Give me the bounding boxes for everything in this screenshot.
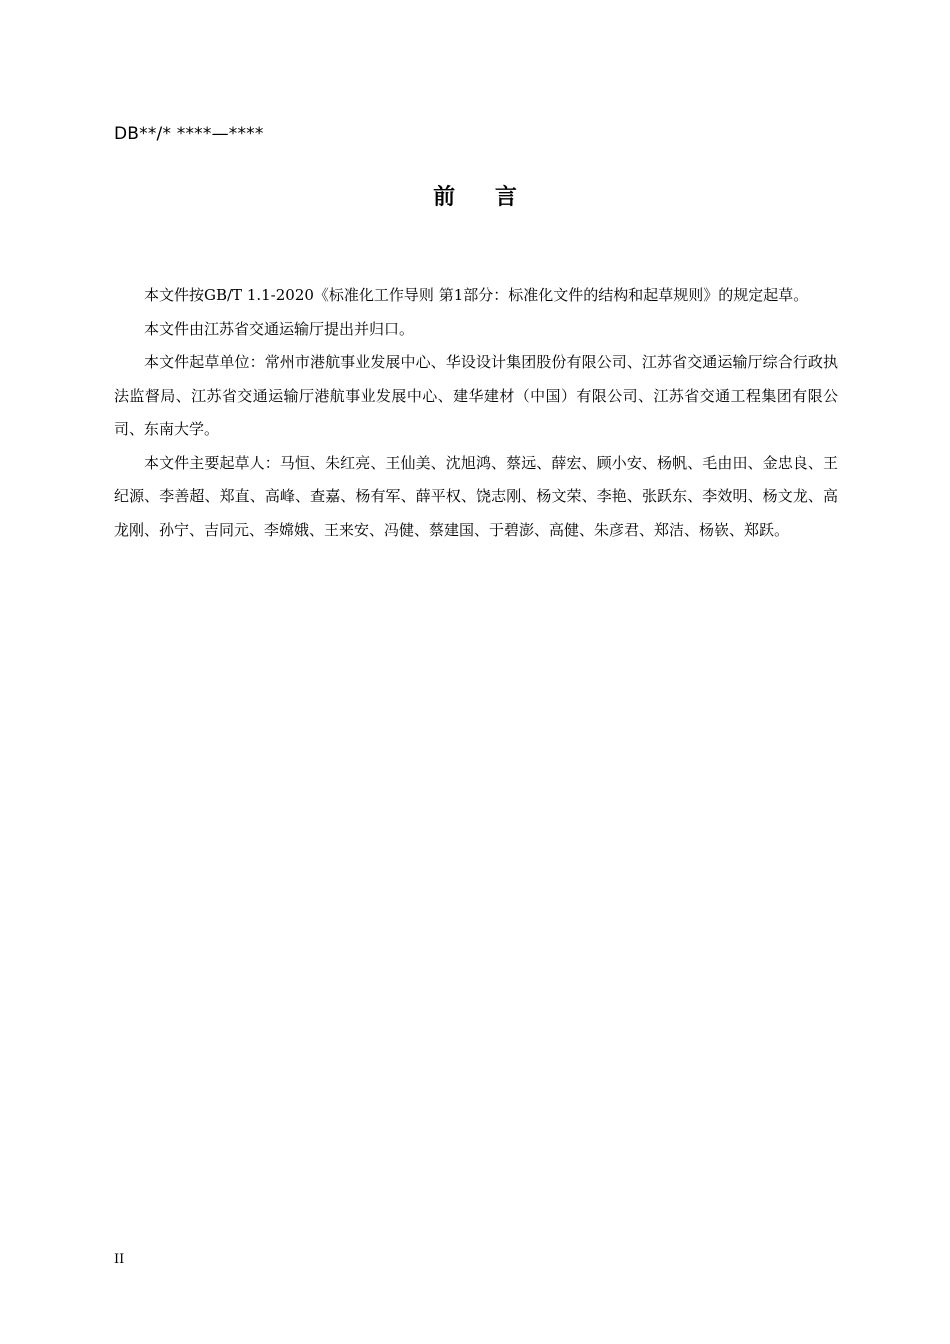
page-title: 前 言: [433, 185, 533, 210]
paragraph-drafting-units: 本文件起草单位：常州市港航事业发展中心、华设设计集团股份有限公司、江苏省交通运输厅综合行政执法监督局、江苏省交通运输厅港航事业发展中心、建华建材（中国）有限公司、江苏省交通工程集团有限公司、东南大学。: [114, 353, 838, 438]
page-number: II: [114, 1252, 125, 1267]
document-code: DB**/* ****—****: [114, 124, 264, 144]
foreword-body: [114, 279, 838, 547]
paragraph-drafting-rules: 本文件按GB/T 1.1-2020《标准化工作导则 第1部分：标准化文件的结构和起草规则》的规定起草。: [144, 286, 809, 304]
paragraph-main-drafters: 本文件主要起草人：马恒、朱红亮、王仙美、沈旭鸿、蔡远、薛宏、顾小安、杨帆、毛由田、金忠良、王纪源、李善超、郑直、高峰、查嘉、杨有军、薛平权、饶志刚、杨文荣、李艳、张跃东、李效明、杨文龙、高龙刚、孙宁、吉同元、李嫦娥、王来安、冯健、蔡建国、于碧澎、高健、朱彦君、郑洁、杨嵚、郑跃。: [114, 453, 838, 539]
paragraph-proposer: 本文件由江苏省交通运输厅提出并归口。: [144, 319, 415, 338]
